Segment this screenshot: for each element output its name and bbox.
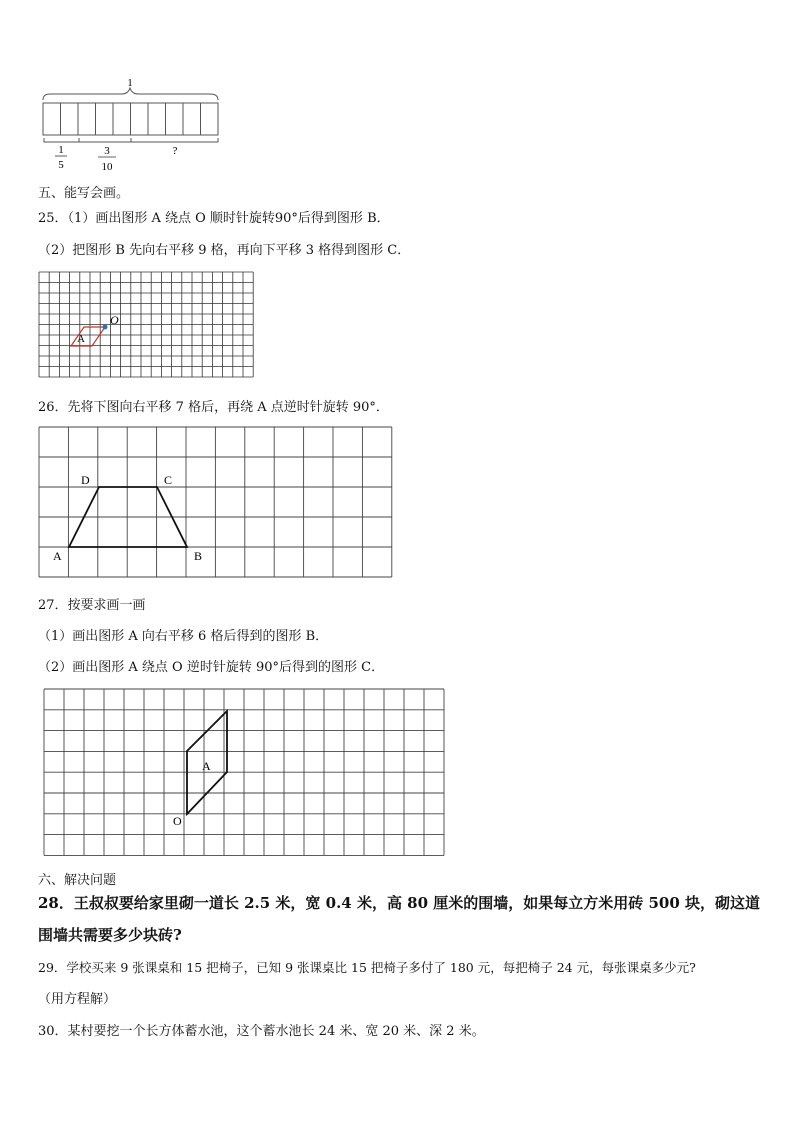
section6-heading: 六、解决问题 bbox=[38, 873, 117, 888]
q26-label-d: D bbox=[81, 473, 90, 487]
segment-strip-diagram bbox=[38, 78, 228, 173]
section5-heading: 五、能写会画。 bbox=[38, 186, 130, 201]
q25-grid-figure bbox=[39, 272, 254, 380]
bracket-one-fifth bbox=[44, 138, 79, 142]
q26-label-b: B bbox=[194, 549, 203, 563]
frac2-numerator: 3 bbox=[104, 145, 110, 157]
q25-label-o: O bbox=[110, 313, 119, 327]
q27-label-a: A bbox=[202, 759, 211, 773]
q27-label-o: O bbox=[173, 814, 182, 828]
q28-line1: 28．王叔叔要给家里砌一道长 2.5 米，宽 0.4 米，高 80 厘米的围墙，如果每立方米用砖 500 块，砌这道 bbox=[38, 894, 761, 912]
bracket-three-tenths bbox=[79, 138, 131, 142]
q25-line2: （2）把图形 B 先向右平移 9 格，再向下平移 3 格得到图形 C． bbox=[38, 243, 411, 258]
q27-title: 27．按要求画一画 bbox=[38, 598, 146, 613]
frac1-numerator: 1 bbox=[58, 144, 64, 156]
q26-grid-figure bbox=[39, 427, 394, 579]
q26-label-a: A bbox=[53, 549, 62, 563]
point-o bbox=[103, 325, 108, 330]
q25-line1: 25．（1）画出图形 A 绕点 O 顺时针旋转90°后得到图形 B． bbox=[38, 211, 390, 226]
q28-line2: 围墙共需要多少块砖? bbox=[38, 926, 182, 944]
q27-line2: （2）画出图形 A 绕点 O 逆时针旋转 90°后得到的图形 C． bbox=[38, 660, 385, 675]
q26-label-c: C bbox=[164, 473, 173, 487]
top-brace bbox=[43, 88, 218, 100]
bracket-unknown bbox=[131, 138, 218, 142]
q26-text: 26．先将下图向右平移 7 格后，再绕 A 点逆时针旋转 90°． bbox=[38, 400, 389, 415]
unknown-mark: ? bbox=[172, 145, 178, 157]
q27-grid-figure bbox=[44, 689, 446, 857]
q30-text: 30．某村要挖一个长方体蓄水池，这个蓄水池长 24 米、宽 20 米、深 2 米。 bbox=[38, 1024, 485, 1039]
q27-line1: （1）画出图形 A 向右平移 6 格后得到的图形 B． bbox=[38, 629, 329, 644]
q25-label-a: A bbox=[77, 333, 85, 345]
strip-top-label: 1 bbox=[127, 77, 133, 89]
q29-line2: （用方程解） bbox=[38, 992, 117, 1007]
frac1-denominator: 5 bbox=[58, 159, 64, 171]
frac2-denominator: 10 bbox=[101, 161, 113, 173]
q29-line1: 29．学校买来 9 张课桌和 15 把椅子，已知 9 张课桌比 15 把椅子多付了 180 元，每把椅子 24 元，每张课桌多少元? bbox=[38, 960, 696, 975]
